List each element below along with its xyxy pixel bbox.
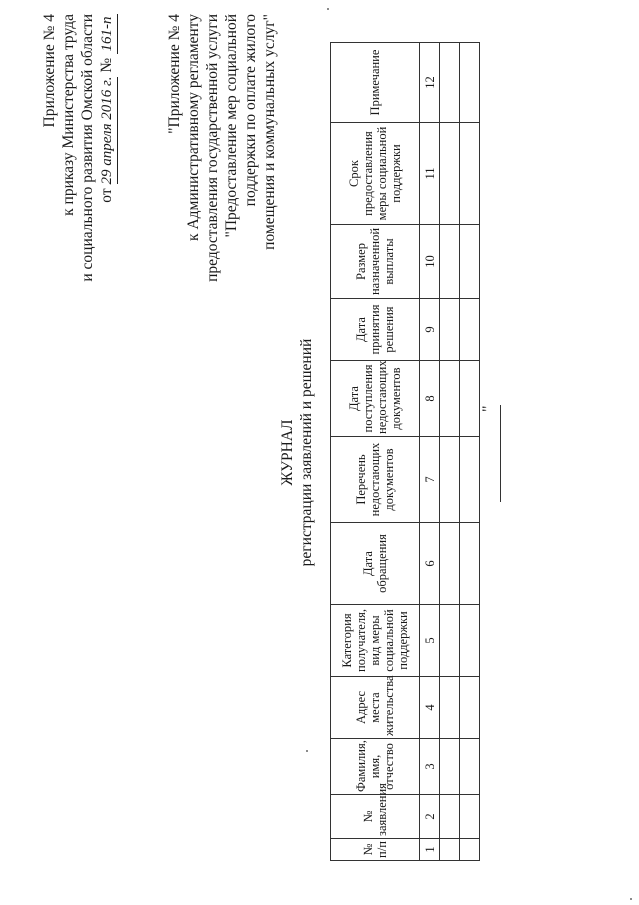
column-number: 11 (420, 123, 440, 225)
table-cell (460, 437, 480, 523)
col-header: Категория получателя, вид меры социальной поддержки (331, 605, 420, 677)
table-cell (440, 677, 460, 739)
reg-line-2: к Административному регламенту (185, 14, 202, 241)
table-cell (460, 739, 480, 795)
table-cell (460, 605, 480, 677)
closing-underline (500, 405, 501, 502)
journal-title (278, 0, 316, 905)
table-cell (460, 523, 480, 605)
table-cell (460, 795, 480, 839)
number-label: № (98, 57, 115, 73)
column-number: 9 (420, 299, 440, 361)
table-row (440, 43, 460, 861)
column-number: 10 (420, 225, 440, 299)
table-cell (460, 677, 480, 739)
col-header: Фамилия, имя, отчество (331, 739, 420, 795)
handwritten-number: 161-п (98, 14, 118, 54)
column-number: 2 (420, 795, 440, 839)
column-number: 4 (420, 677, 440, 739)
reg-line-1: "Приложение № 4 (166, 14, 183, 134)
table-cell (440, 739, 460, 795)
table-cell (440, 605, 460, 677)
table-cell (440, 523, 460, 605)
scan-artifact (306, 750, 308, 752)
scan-artifact (630, 898, 632, 900)
handwritten-date: 29 апреля 2016 г. (98, 77, 118, 185)
table-cell (440, 437, 460, 523)
regulation-appendix-header (165, 14, 279, 434)
column-number: 5 (420, 605, 440, 677)
col-header: Дата обращения (331, 523, 420, 605)
reg-line-4: "Предоставление мер социальной (223, 14, 240, 238)
table-cell (460, 361, 480, 437)
column-number: 12 (420, 43, 440, 123)
header-line-3: и социального развития Омской области (79, 14, 96, 282)
column-number: 1 (420, 839, 440, 861)
col-header: Дата поступления недостающих документов (331, 361, 420, 437)
col-header: Срок предоставления меры социальной поддержки (331, 123, 420, 225)
journal-table (330, 42, 480, 861)
table-cell (460, 43, 480, 123)
table-row (460, 43, 480, 861)
table-cell (440, 123, 460, 225)
journal-title-main: ЖУРНАЛ (279, 419, 296, 486)
table-cell (460, 225, 480, 299)
from-label: от (98, 188, 115, 203)
column-number: 8 (420, 361, 440, 437)
table-cell (440, 225, 460, 299)
table-cell (440, 43, 460, 123)
column-number: 7 (420, 437, 440, 523)
journal-title-sub: регистрации заявлений и решений (298, 338, 315, 567)
table-cell (440, 839, 460, 861)
col-header: Перечень недостающих документов (331, 437, 420, 523)
col-header: Примечание (331, 43, 420, 123)
header-line-2: к приказу Министерства труда (60, 14, 77, 216)
table-cell (440, 361, 460, 437)
col-header: Адрес места жительства (331, 677, 420, 739)
column-number: 3 (420, 739, 440, 795)
header-date-line (97, 14, 118, 414)
column-number-row (420, 43, 440, 861)
col-header: Размер назначенной выплаты (331, 225, 420, 299)
closing-quote: " (480, 405, 497, 412)
reg-line-6: помещения и коммунальных услуг" (261, 14, 278, 250)
table-cell (460, 123, 480, 225)
scan-artifact (327, 8, 329, 10)
reg-line-3: предоставления государственной услуги (204, 14, 221, 282)
reg-line-5: поддержки по оплате жилого (242, 14, 259, 207)
table-cell (440, 795, 460, 839)
table-cell (440, 299, 460, 361)
table-header-row (331, 43, 420, 861)
header-line-1: Приложение № 4 (41, 14, 58, 128)
table-cell (460, 299, 480, 361)
col-header: Дата принятия решения (331, 299, 420, 361)
column-number: 6 (420, 523, 440, 605)
table-cell (460, 839, 480, 861)
col-header: № п/п (331, 839, 420, 861)
col-header: № заявления (331, 795, 420, 839)
order-appendix-header (40, 14, 118, 414)
